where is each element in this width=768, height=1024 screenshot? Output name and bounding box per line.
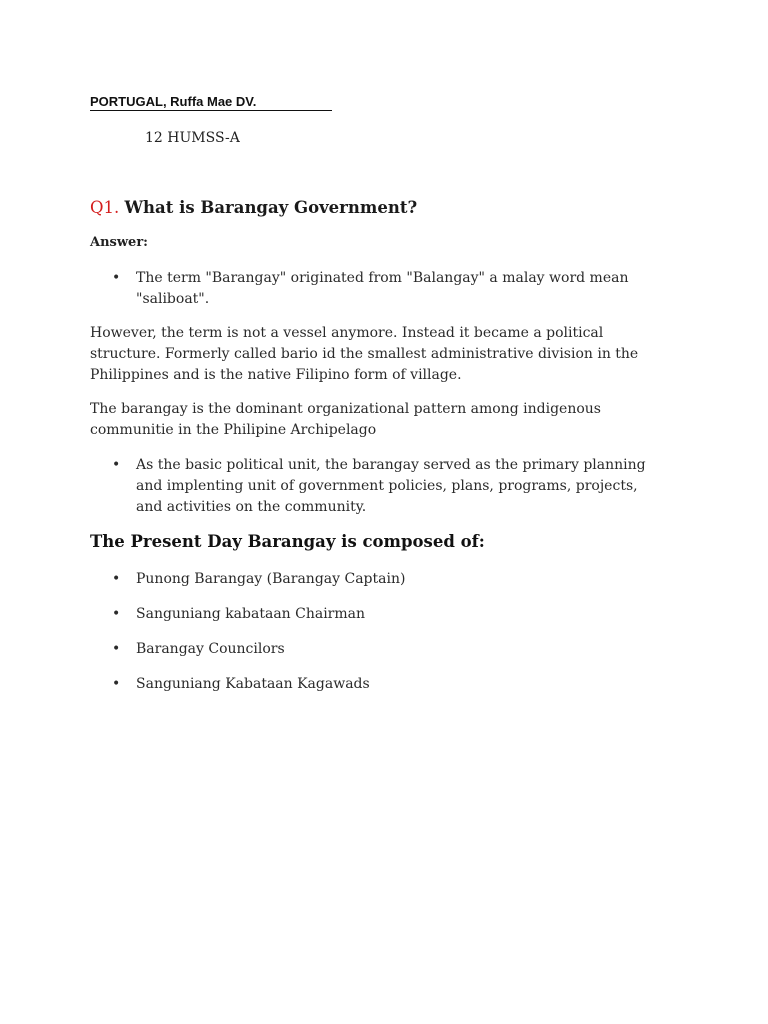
bullet-icon: • — [112, 676, 121, 692]
question-text: What is Barangay Government? — [124, 198, 418, 217]
bullet-icon: • — [112, 457, 121, 473]
list-item-text: Sanguniang kabataan Chairman — [136, 606, 366, 622]
bullet-line: "saliboat". — [136, 291, 210, 307]
paragraph — [90, 399, 601, 441]
bullet-line: and implenting unit of government policies, plans, programs, projects, — [136, 478, 638, 494]
bullet-line: As the basic political unit, the barangay served as the primary planning — [136, 457, 646, 473]
section-heading: The Present Day Barangay is composed of: — [90, 532, 485, 551]
question-heading — [90, 198, 417, 218]
student-name: PORTUGAL, Ruffa Mae DV. — [90, 94, 332, 111]
bullet-icon: • — [112, 606, 121, 622]
paragraph-line: structure. Formerly called bario id the smallest administrative division in the — [90, 346, 639, 362]
paragraph-line: communitie in the Philipine Archipelago — [90, 422, 377, 438]
paragraph — [90, 323, 638, 386]
list-item-text: Punong Barangay (Barangay Captain) — [136, 571, 406, 587]
list-item-text: Barangay Councilors — [136, 641, 285, 657]
question-number: Q1. — [90, 198, 120, 217]
paragraph-line: The barangay is the dominant organizational pattern among indigenous — [90, 401, 601, 417]
class-section: 12 HUMSS-A — [145, 130, 240, 146]
answer-label: Answer: — [90, 235, 148, 250]
bullet-line: and activities on the community. — [136, 499, 367, 515]
bullet-line: The term "Barangay" originated from "Balangay" a malay word mean — [136, 270, 629, 286]
bullet-icon: • — [112, 571, 121, 587]
paragraph-line: Philippines and is the native Filipino form of village. — [90, 367, 462, 383]
bullet-icon: • — [112, 641, 121, 657]
list-item-text: Sanguniang Kabataan Kagawads — [136, 676, 370, 692]
bullet-icon: • — [112, 270, 121, 286]
paragraph-line: However, the term is not a vessel anymore. Instead it became a political — [90, 325, 604, 341]
